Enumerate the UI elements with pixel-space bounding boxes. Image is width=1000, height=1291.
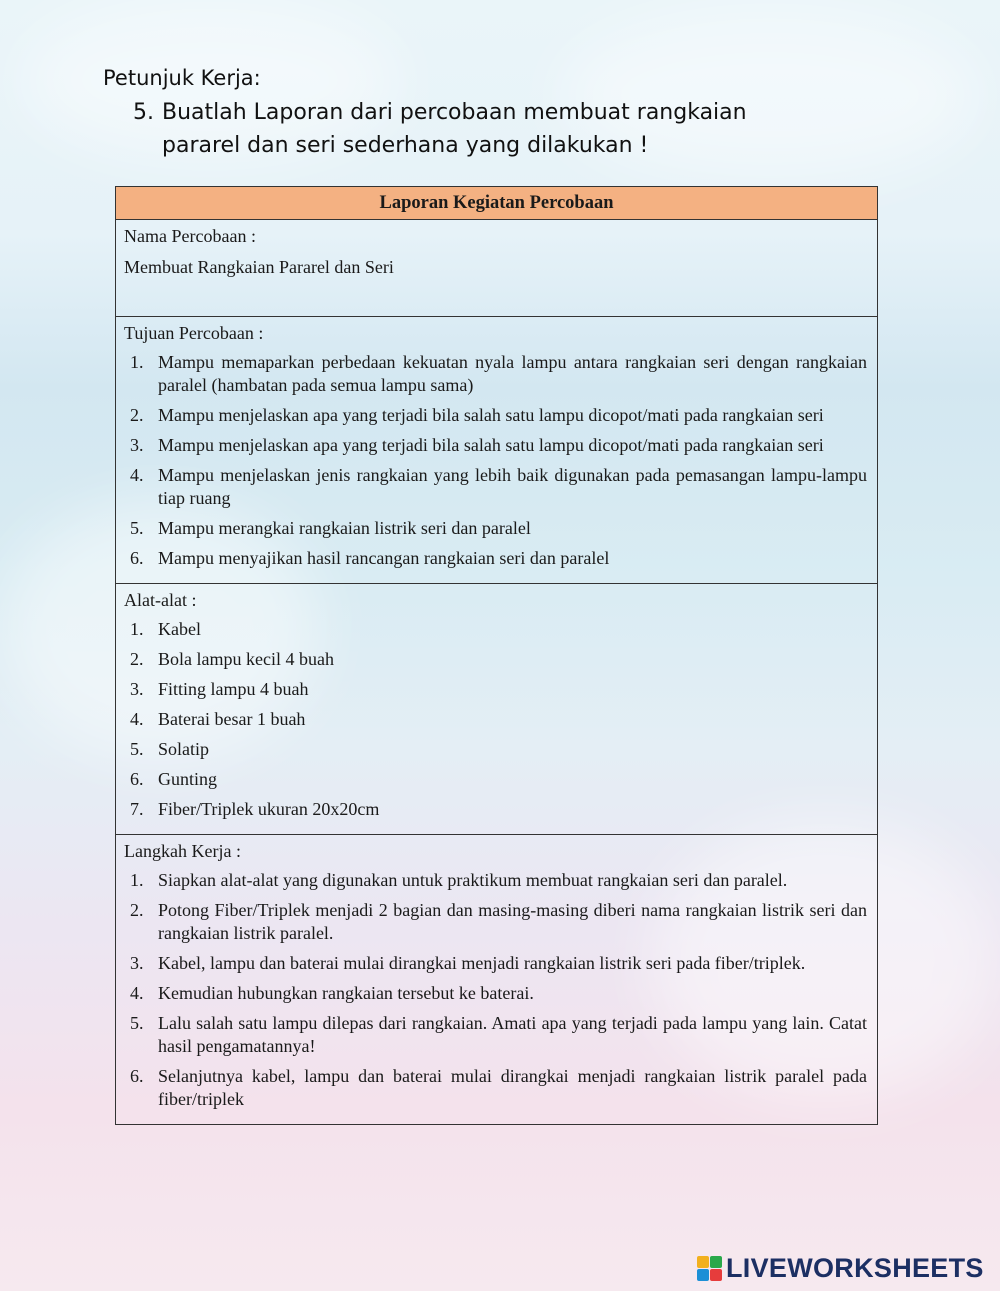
item-number: 5. [130,518,144,538]
item-number: 2. [130,649,144,669]
item-text: Mampu menjelaskan apa yang terjadi bila salah satu lampu dicopot/mati pada rangkaian seri [158,405,824,425]
list-item [130,1065,867,1111]
list-item [130,899,867,945]
list-item [130,547,867,570]
item-number: 4. [130,709,144,729]
tujuan-row [116,317,878,584]
item-number: 4. [130,465,144,485]
item-number: 1. [130,352,144,372]
item-number: 3. [130,953,144,973]
alat-cell [116,584,878,835]
item-number: 2. [130,405,144,425]
list-item [130,404,867,427]
list-item [130,351,867,397]
list-item [130,1012,867,1058]
item-number: 3. [130,679,144,699]
item-text: Kemudian hubungkan rangkaian tersebut ke baterai. [158,983,534,1003]
nama-value: Membuat Rangkaian Pararel dan Seri [124,257,394,277]
list-item [130,517,867,540]
alat-list [124,618,867,821]
list-item [130,738,867,761]
item-text: Baterai besar 1 buah [158,709,306,729]
liveworksheets-grid-icon [697,1256,722,1281]
item-number: 6. [130,769,144,789]
item-number: 2. [130,900,144,920]
item-text: Siapkan alat-alat yang digunakan untuk praktikum membuat rangkaian seri dan paralel. [158,870,788,890]
item-text: Fitting lampu 4 buah [158,679,309,699]
list-item [130,708,867,731]
item-number: 4. [130,983,144,1003]
item-number: 1. [130,619,144,639]
item-text: Mampu menjelaskan jenis rangkaian yang lebih baik digunakan pada pemasangan lampu-lampu tiap ruang [158,465,867,508]
list-item [130,982,867,1005]
item-text: Kabel, lampu dan baterai mulai dirangkai menjadi rangkaian listrik seri pada fiber/triplek. [158,953,806,973]
langkah-list [124,869,867,1111]
nama-row [116,220,878,317]
list-item [130,434,867,457]
report-header-row [116,187,878,220]
item-text: Mampu menyajikan hasil rancangan rangkaian seri dan paralel [158,548,610,568]
tujuan-label: Tujuan Percobaan : [124,323,264,343]
liveworksheets-logo[interactable] [697,1253,984,1284]
list-item [130,869,867,892]
item-text: Selanjutnya kabel, lampu dan baterai mulai dirangkai menjadi rangkaian listrik paralel pada fiber/triplek [158,1066,867,1109]
item-text: Solatip [158,739,210,759]
item-number: 7. [130,799,144,819]
report-header: Laporan Kegiatan Percobaan [116,187,878,220]
alat-label: Alat-alat : [124,590,197,610]
item-text: Bola lampu kecil 4 buah [158,649,334,669]
instructions [103,66,812,162]
tujuan-list [124,351,867,570]
item-number: 6. [130,548,144,568]
instruction-item [133,96,812,162]
nama-label: Nama Percobaan : [124,226,256,246]
alat-row [116,584,878,835]
langkah-row [116,835,878,1125]
nama-cell [116,220,878,317]
logo-text: LIVEWORKSHEETS [726,1253,984,1283]
item-text: Mampu memaparkan perbedaan kekuatan nyala lampu antara rangkaian seri dengan rangkaian paralel (hambatan pada semua lampu sama) [158,352,867,395]
item-number: 5. [130,739,144,759]
item-text: Kabel [158,619,201,639]
item-number: 5. [130,1013,144,1033]
list-item [130,768,867,791]
list-item [130,618,867,641]
list-item [130,952,867,975]
item-text: Lalu salah satu lampu dilepas dari rangkaian. Amati apa yang terjadi pada lampu yang lain. Catat hasil pengamatannya! [158,1013,867,1056]
report-table [115,186,878,1125]
item-number: 6. [130,1066,144,1086]
item-text: Gunting [158,769,218,789]
item-number: 1. [130,870,144,890]
instruction-text: Buatlah Laporan dari percobaan membuat rangkaian pararel dan seri sederhana yang dilakukan ! [162,100,747,158]
instructions-title: Petunjuk Kerja: [103,66,261,90]
tujuan-cell [116,317,878,584]
langkah-cell [116,835,878,1125]
item-text: Fiber/Triplek ukuran 20x20cm [158,799,380,819]
instruction-number: 5. [133,100,154,125]
list-item [130,648,867,671]
item-text: Mampu merangkai rangkaian listrik seri dan paralel [158,518,531,538]
item-text: Potong Fiber/Triplek menjadi 2 bagian dan masing-masing diberi nama rangkaian listrik seri dan rangkaian listrik paralel. [158,900,867,943]
item-number: 3. [130,435,144,455]
langkah-label: Langkah Kerja : [124,841,241,861]
list-item [130,678,867,701]
list-item [130,464,867,510]
item-text: Mampu menjelaskan apa yang terjadi bila salah satu lampu dicopot/mati pada rangkaian seri [158,435,824,455]
list-item [130,798,867,821]
